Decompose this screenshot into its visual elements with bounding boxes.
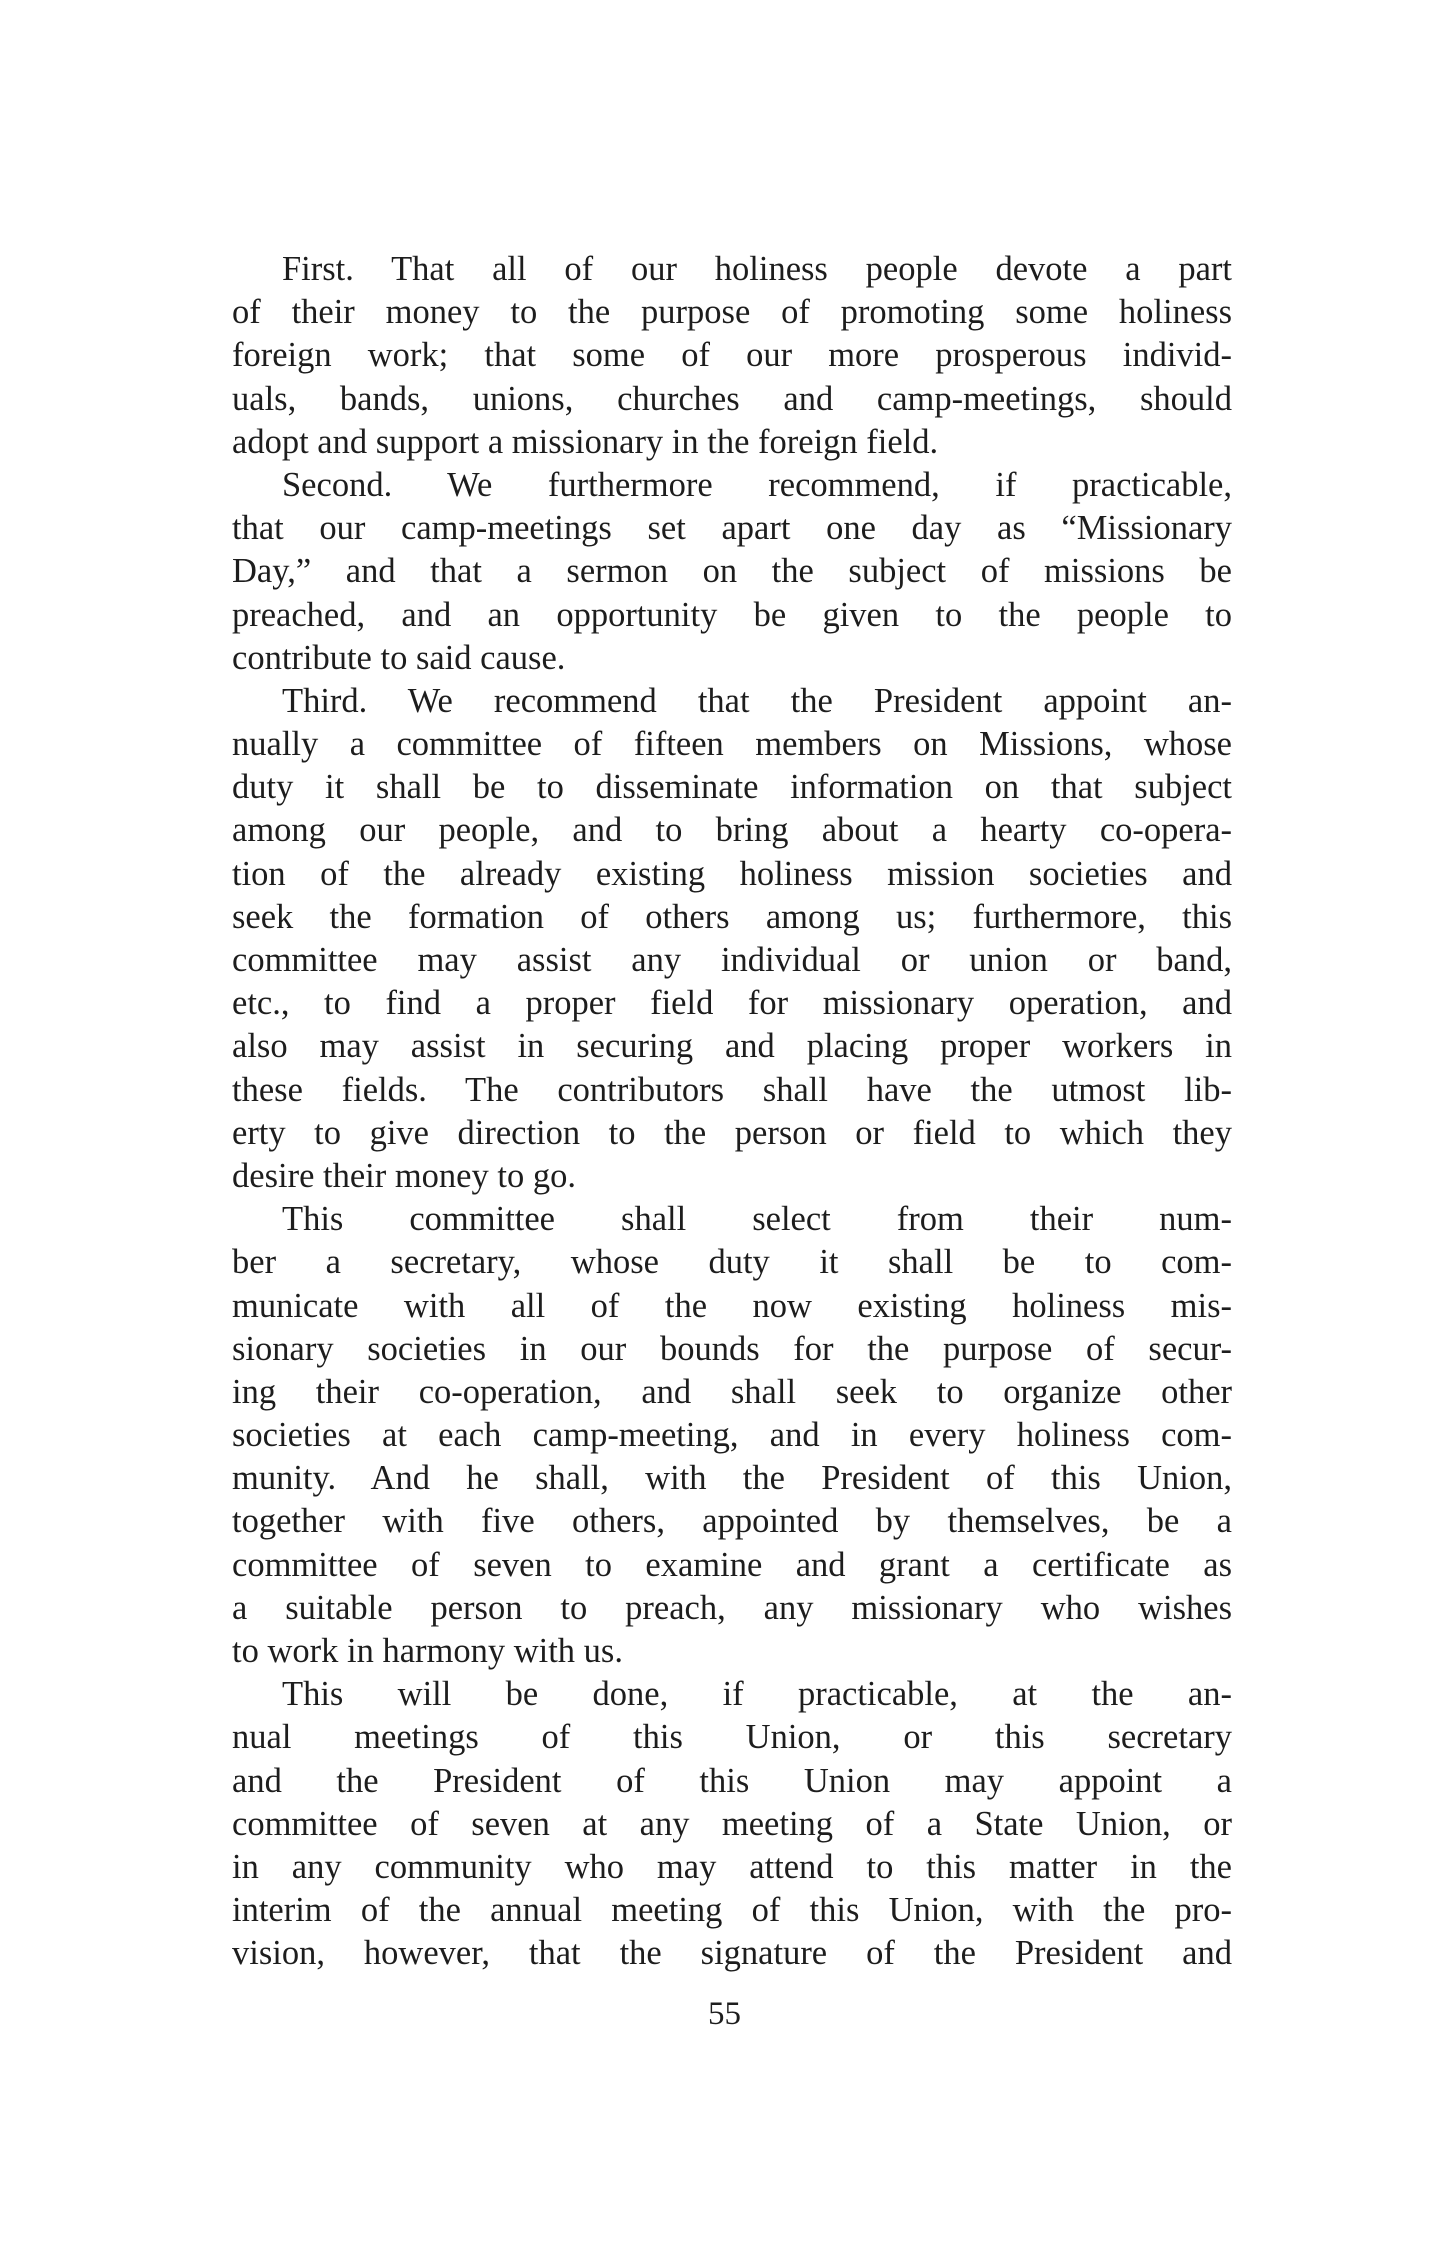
paragraph-annual-meetings	[232, 1673, 1232, 1975]
text-line: these fields. The contributors shall have the utmost lib-	[232, 1070, 1232, 1109]
text-line: nually a committee of fifteen members on Missions, whose	[232, 725, 1232, 764]
text-line: among our people, and to bring about a hearty co-opera-	[232, 811, 1232, 850]
text-line: to work in harmony with us.	[232, 1632, 623, 1670]
text-line: Second. We furthermore recommend, if practicable,	[282, 465, 1232, 504]
page-number: 55	[708, 1996, 741, 2032]
text-line: vision, however, that the signature of the President and	[232, 1934, 1232, 1973]
text-line: also may assist in securing and placing proper workers in	[232, 1027, 1232, 1066]
text-line: foreign work; that some of our more prosperous individ-	[232, 336, 1232, 375]
text-line: ing their co-operation, and shall seek to organize other	[232, 1372, 1232, 1411]
text-line: of their money to the purpose of promoting some holiness	[232, 293, 1232, 332]
text-line: sionary societies in our bounds for the purpose of secur-	[232, 1329, 1232, 1368]
text-line: nual meetings of this Union, or this secretary	[232, 1718, 1232, 1757]
text-line: desire their money to go.	[232, 1156, 576, 1195]
text-line: Third. We recommend that the President appoint an-	[282, 681, 1232, 720]
text-line: uals, bands, unions, churches and camp-meetings, should	[232, 379, 1232, 418]
text-line: committee of seven at any meeting of a State Union, or	[232, 1804, 1232, 1843]
text-line: munity. And he shall, with the President of this Union,	[232, 1459, 1232, 1498]
text-line: etc., to find a proper field for missionary operation, and	[232, 984, 1232, 1023]
text-line: that our camp-meetings set apart one day as “Missionary	[232, 509, 1232, 548]
text-line: committee may assist any individual or union or band,	[232, 941, 1232, 979]
paragraph-committee	[232, 1198, 1232, 1673]
paragraph-second	[232, 464, 1232, 680]
text-line: erty to give direction to the person or field to which they	[232, 1113, 1232, 1152]
paragraph-first	[232, 248, 1232, 464]
text-line: ber a secretary, whose duty it shall be to com-	[232, 1243, 1232, 1282]
text-line: municate with all of the now existing holiness mis-	[232, 1286, 1232, 1325]
body-text	[232, 248, 1232, 1976]
text-line: seek the formation of others among us; furthermore, this	[232, 897, 1232, 936]
text-line: interim of the annual meeting of this Union, with the pro-	[232, 1891, 1232, 1930]
text-line: a suitable person to preach, any missionary who wishes	[232, 1588, 1232, 1627]
text-line: preached, and an opportunity be given to the people to	[232, 595, 1232, 634]
text-line: First. That all of our holiness people devote a part	[282, 250, 1232, 288]
text-line: Day,” and that a sermon on the subject of missions be	[232, 552, 1232, 591]
paragraph-third	[232, 680, 1232, 1198]
text-line: This will be done, if practicable, at the an-	[282, 1675, 1232, 1714]
text-line: and the President of this Union may appoint a	[232, 1761, 1232, 1800]
text-line: tion of the already existing holiness mission societies and	[232, 854, 1232, 893]
text-line: This committee shall select from their num-	[282, 1200, 1232, 1239]
text-line: together with five others, appointed by themselves, be a	[232, 1502, 1232, 1541]
text-line: adopt and support a missionary in the foreign field.	[232, 422, 939, 461]
text-line: in any community who may attend to this matter in the	[232, 1847, 1232, 1886]
text-line: societies at each camp-meeting, and in every holiness com-	[232, 1416, 1232, 1455]
text-line: committee of seven to examine and grant a certificate as	[232, 1545, 1232, 1584]
text-line: duty it shall be to disseminate information on that subject	[232, 768, 1232, 807]
text-line: contribute to said cause.	[232, 638, 566, 677]
